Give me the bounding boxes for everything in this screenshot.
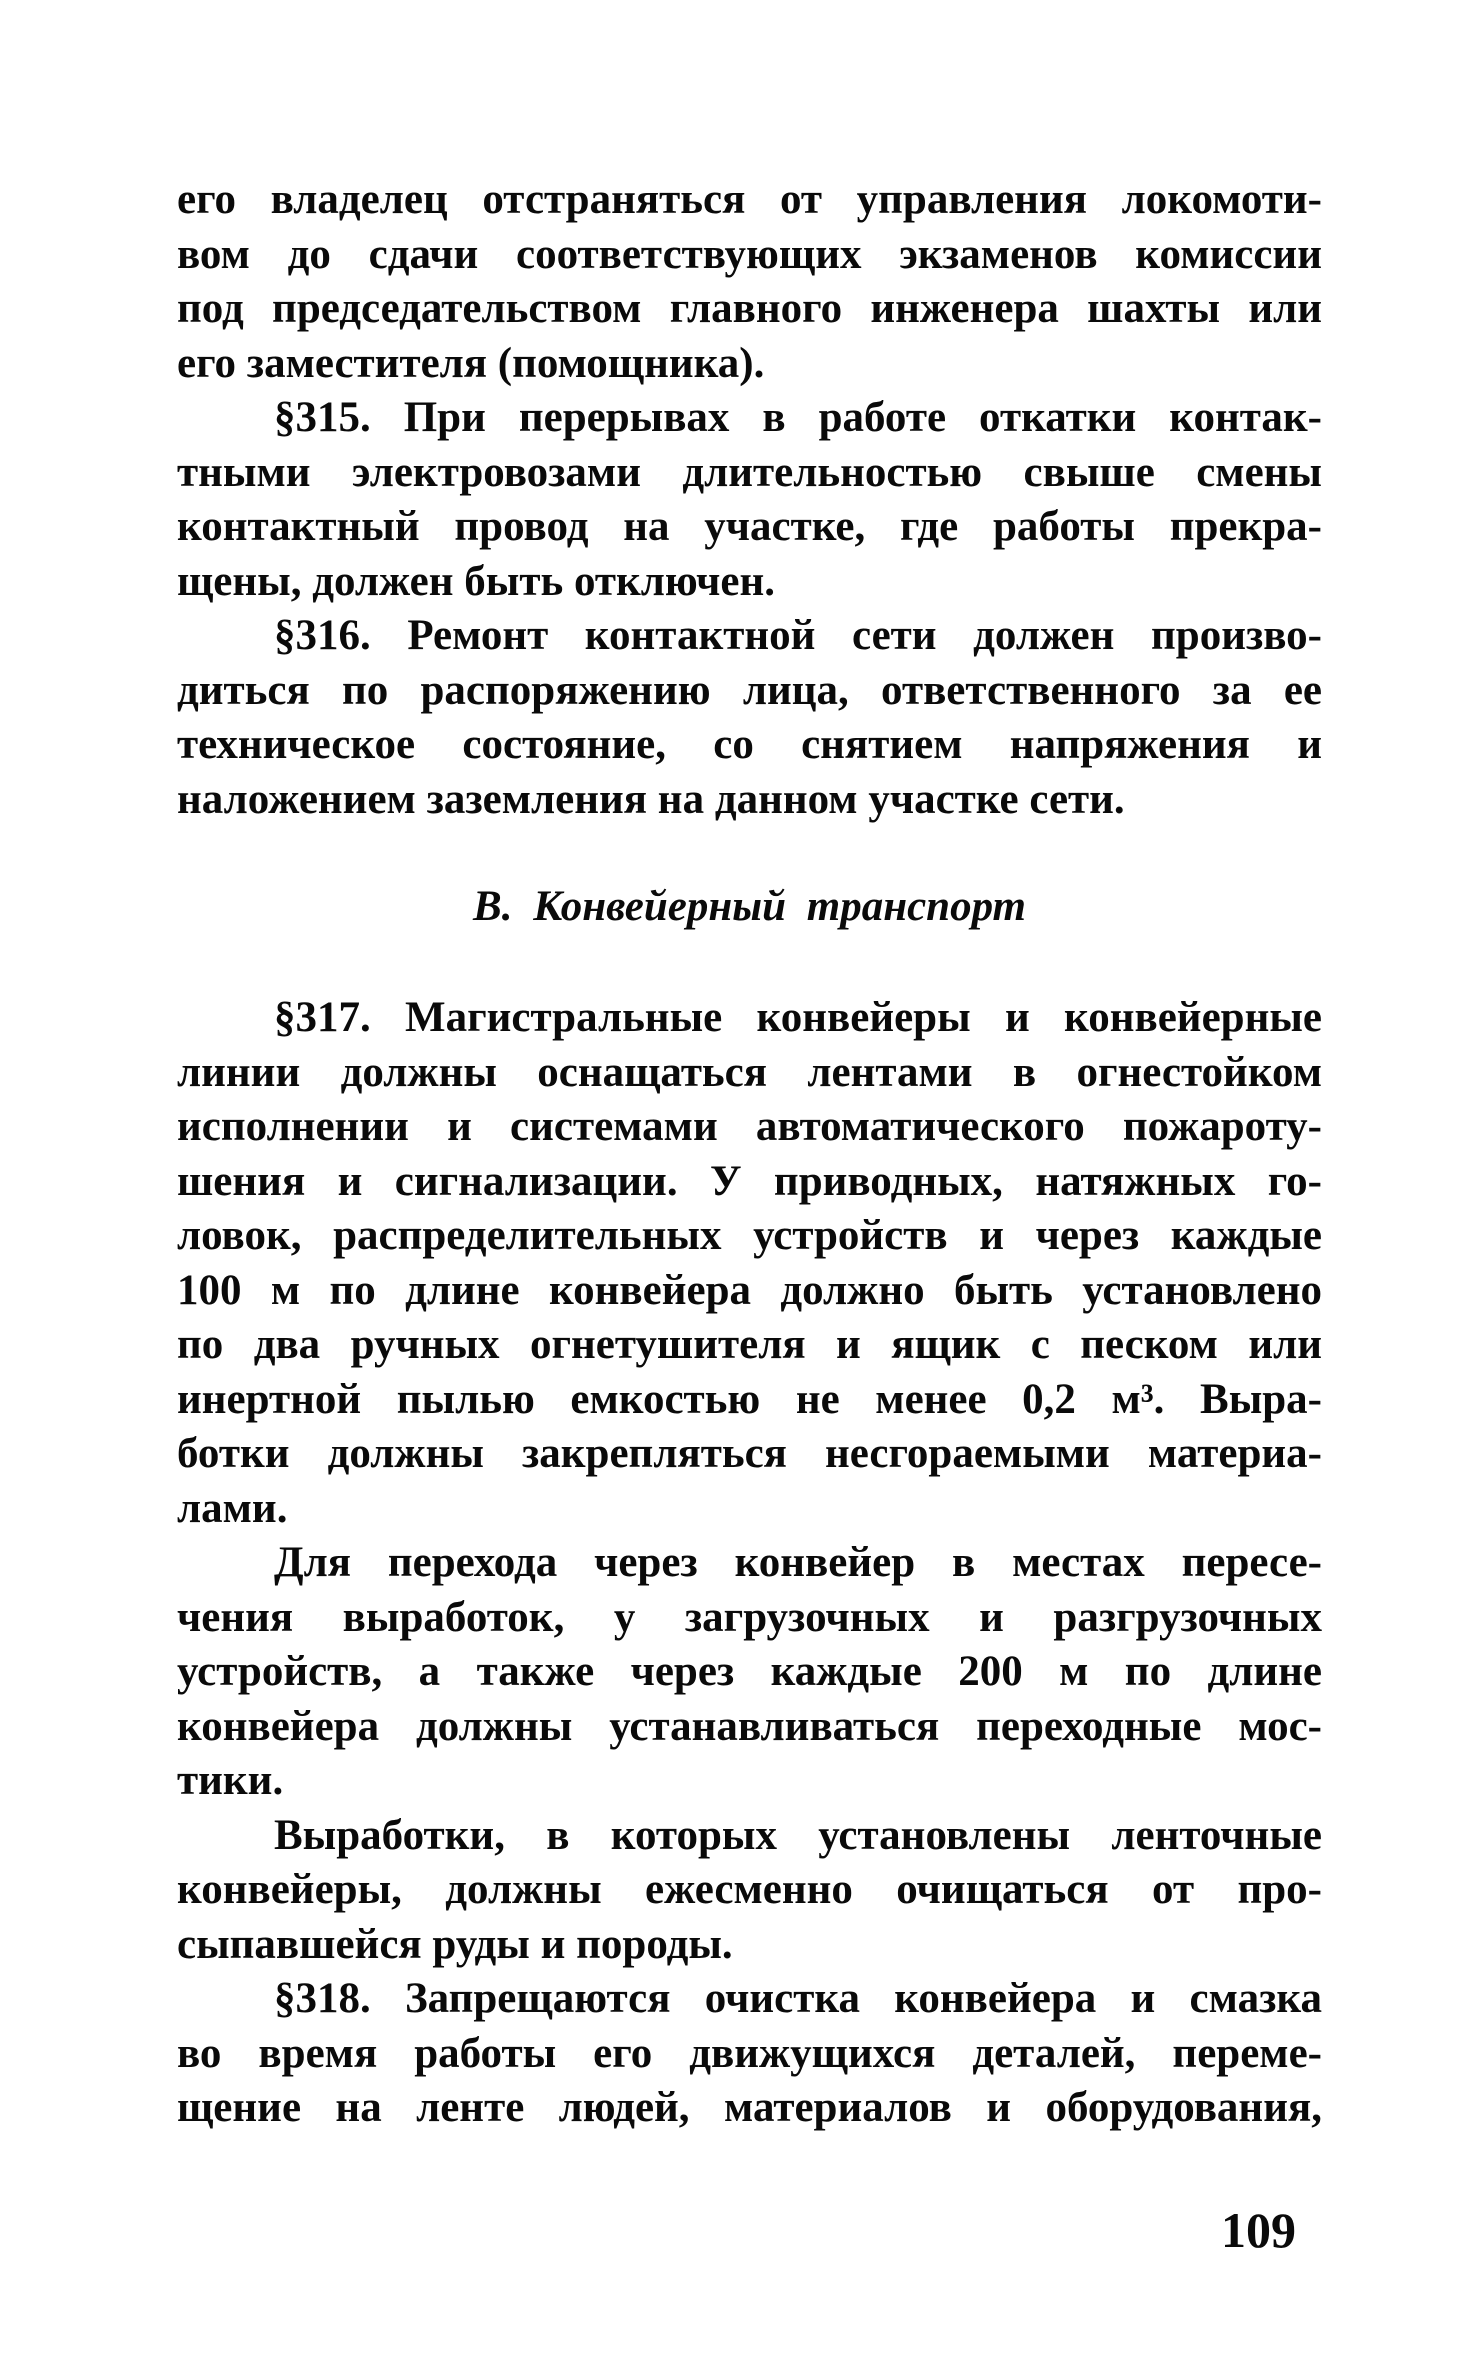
text-line: сыпавшейся руды и породы. [177, 1920, 733, 1968]
text-line: §315. При перерывах в работе откатки контак- [274, 394, 1322, 441]
section-heading: В. Конвейерный транспорт [473, 883, 1026, 930]
text-line: Выработки, в которых установлены ленточные [274, 1811, 1322, 1859]
text-line: §318. Запрещаются очистка конвейера и смазка [274, 1975, 1322, 2022]
text-line: вом до сдачи соответствующих экзаменов комиссии [177, 230, 1322, 278]
text-line: шения и сигнализации. У приводных, натяжных го- [177, 1157, 1322, 1205]
text-line: конвейера должны устанавливаться переходные мос- [177, 1702, 1322, 1750]
text-line: §316. Ремонт контактной сети должен произво- [274, 612, 1322, 659]
text-line: §317. Магистральные конвейеры и конвейерные [274, 994, 1322, 1041]
text-line: устройств, а также через каждые 200 м по длине [177, 1648, 1322, 1695]
text-line: его владелец отстраняться от управления локомоти- [177, 176, 1322, 223]
text-line: тными электровозами длительностью свыше смены [177, 448, 1322, 496]
text-line: Для перехода через конвейер в местах пересе- [274, 1539, 1322, 1586]
text-line: во время работы его движущихся деталей, переме- [177, 2029, 1322, 2077]
text-line: контактный провод на участке, где работы прекра- [177, 503, 1322, 550]
text-line: наложением заземления на данном участке сети. [177, 775, 1125, 823]
text-line: тики. [177, 1757, 284, 1804]
text-line: инертной пылью емкостью не менее 0,2 м³. Выра- [177, 1375, 1322, 1423]
text-line: лами. [177, 1484, 288, 1532]
text-line: под председательством главного инженера шахты или [177, 285, 1322, 332]
text-line: по два ручных огнетушителя и ящик с песком или [177, 1321, 1322, 1368]
text-line: ботки должны закрепляться несгораемыми материа- [177, 1430, 1322, 1477]
text-line: щены, должен быть отключен. [177, 557, 775, 605]
text-line: конвейеры, должны ежесменно очищаться от про- [177, 1866, 1322, 1913]
text-line: диться по распоряжению лица, ответственного за ее [177, 666, 1322, 714]
text-line: щение на ленте людей, материалов и оборудования, [177, 2084, 1322, 2131]
text-line: чения выработок, у загрузочных и разгрузочных [177, 1593, 1322, 1641]
text-line: его заместителя (помощника). [177, 339, 765, 387]
text-line: техническое состояние, со снятием напряжения и [177, 721, 1322, 768]
text-line: исполнении и системами автоматического пожароту- [177, 1103, 1322, 1150]
page-number: 109 [1221, 2202, 1296, 2258]
text-line: 100 м по длине конвейера должно быть установлено [177, 1266, 1322, 1314]
text-line: линии должны оснащаться лентами в огнестойком [177, 1048, 1322, 1096]
text-line: ловок, распределительных устройств и через каждые [177, 1212, 1322, 1259]
